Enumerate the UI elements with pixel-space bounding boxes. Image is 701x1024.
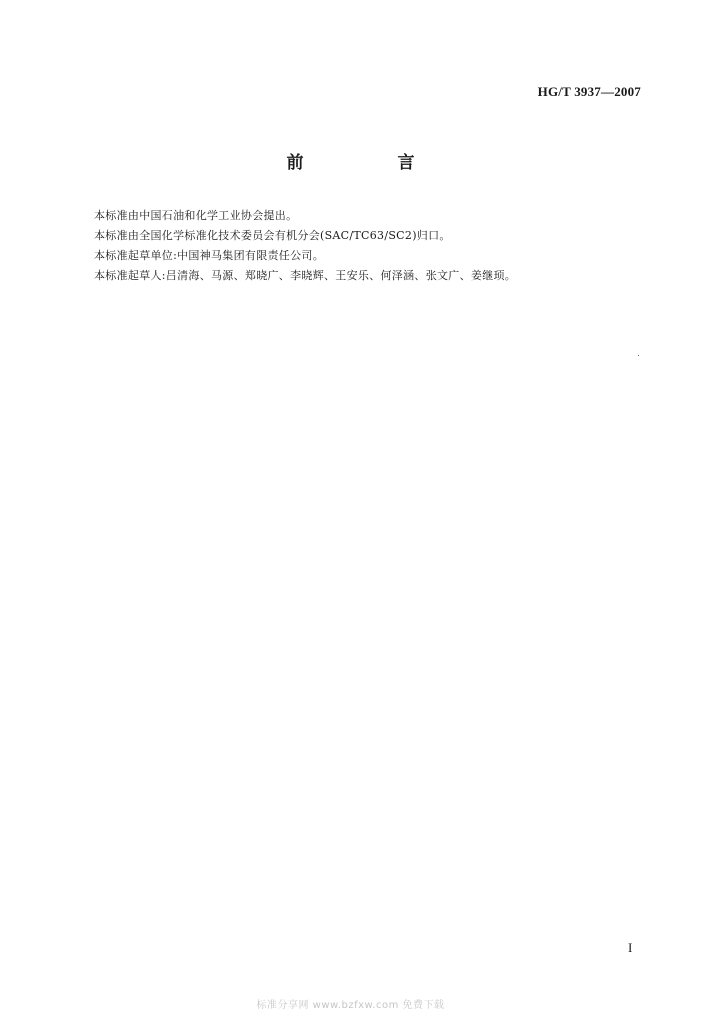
standard-code: HG/T 3937—2007	[537, 84, 641, 99]
foreword-paragraph-3: 本标准起草单位:中国神马集团有限责任公司。	[94, 249, 325, 262]
scan-speck	[638, 355, 639, 356]
foreword-paragraph-4: 本标准起草人:吕清海、马源、郑晓广、李晓辉、王安乐、何泽涵、张文广、姜继顼。	[94, 269, 517, 282]
page-title: 前 言	[286, 153, 459, 173]
foreword-paragraph-2: 本标准由全国化学标准化技术委员会有机分会(SAC/TC63/SC2)归口。	[94, 229, 451, 242]
foreword-body	[94, 206, 634, 286]
watermark-text: 标准分享网 www.bzfxw.com 免费下载	[256, 1000, 445, 1011]
foreword-paragraph-1: 本标准由中国石油和化学工业协会提出。	[94, 209, 298, 222]
page-number: I	[628, 940, 633, 955]
